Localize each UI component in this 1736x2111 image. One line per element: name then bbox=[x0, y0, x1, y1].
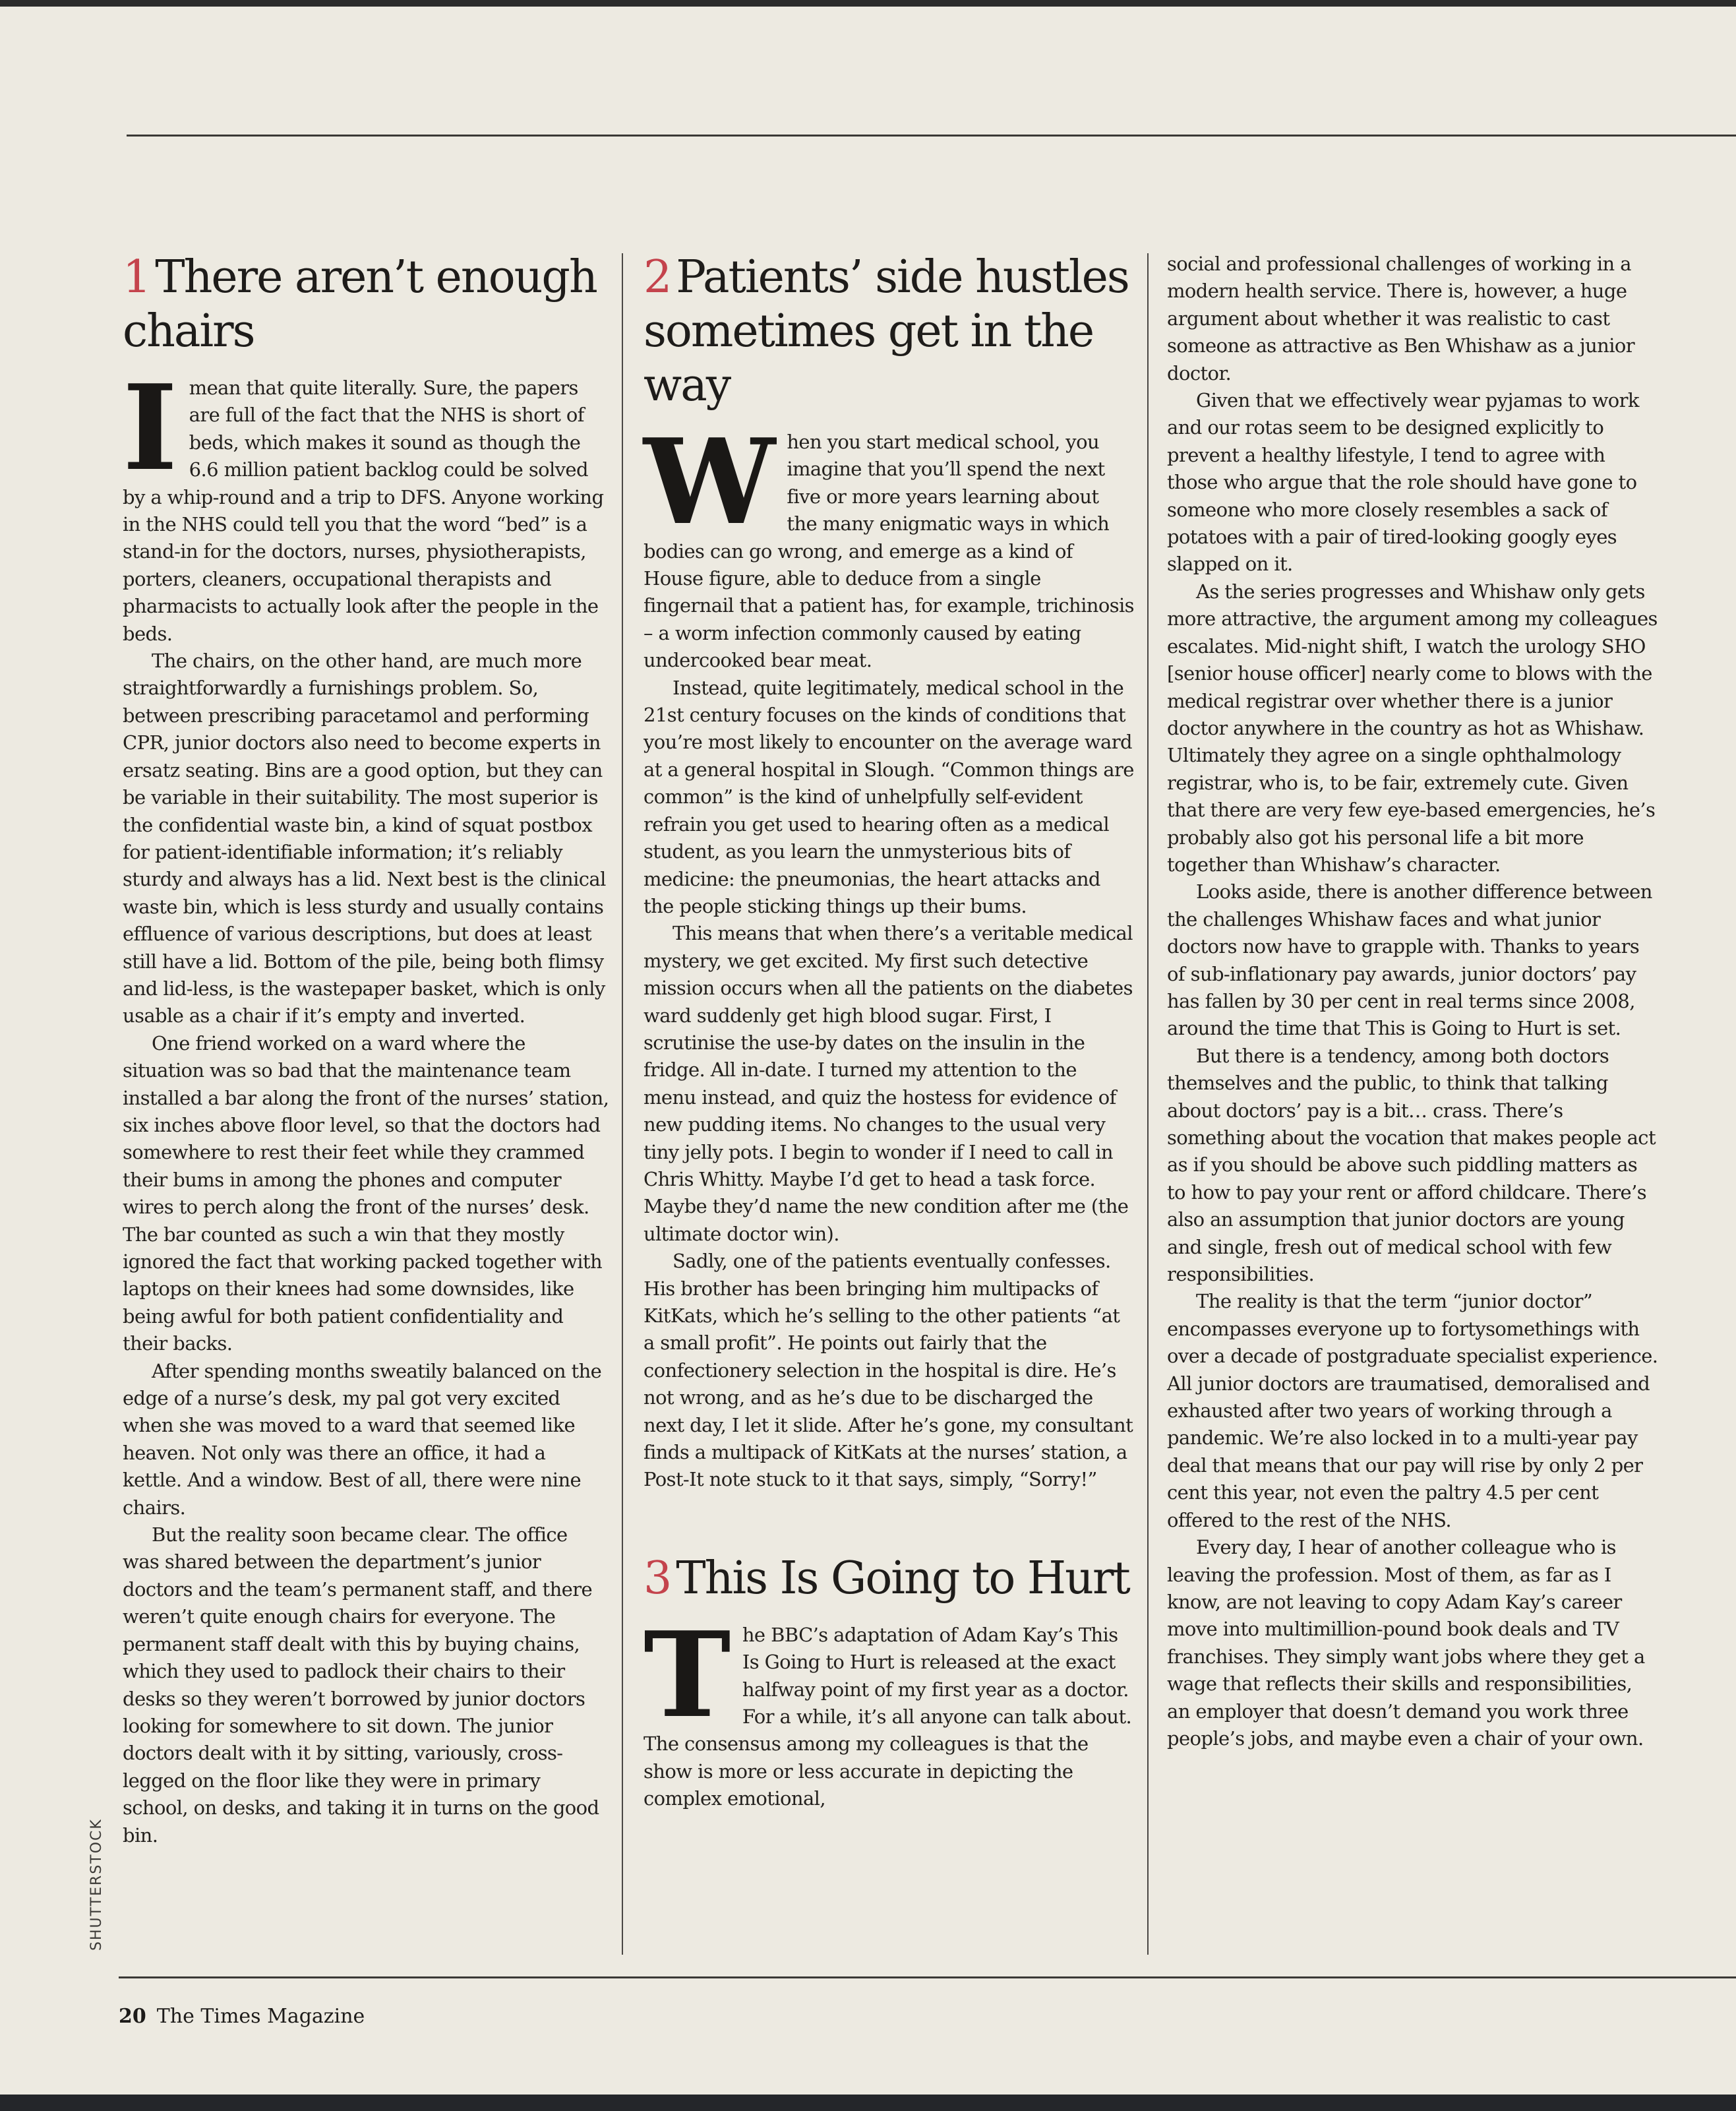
paragraph: Imean that quite literally. Sure, the papers are full of the fact that the NHS is short of beds, which makes it sound as though the 6.6 million patient backlog could be solved by a whip-round and a trip to DFS. Anyone working in the NHS could tell you that the word “bed” is a stand-in for the doctors, nurses, physiotherapists, porters, cleaners, occupational therapists and pharmacists to actually look after the people in the beds. bbox=[123, 359, 604, 645]
section-number: 1 bbox=[123, 251, 150, 303]
paragraph: After spending months sweatily balanced on the edge of a nurse’s desk, my pal got very excited when she was moved to a ward that seemed like heaven. Not only was there an office, it had a kettle. And a window. Best of all, there were nine chairs. bbox=[123, 1359, 602, 1519]
publication-name: The Times Magazine bbox=[156, 2005, 365, 2028]
drop-cap: T bbox=[644, 1605, 731, 1744]
column-1 bbox=[123, 251, 609, 1849]
page-footer bbox=[119, 2005, 365, 2028]
photo-credit: SHUTTERSTOCK bbox=[88, 1818, 105, 1951]
top-rule bbox=[127, 135, 1736, 137]
page-number: 20 bbox=[119, 2005, 146, 2028]
section-number: 3 bbox=[644, 1552, 671, 1605]
paragraph: Instead, quite legitimately, medical school in the 21st century focuses on the kinds of conditions that you’re most likely to encounter on the average ward at a general hospital in Slough. “Common things are common” is the kind of unhelpfully self-evident refrain you get used to hearing often as a medical student, as you learn the unmysterious bits of medicine: the pneumonias, the heart attacks and the people sticking things up their bums. bbox=[644, 676, 1134, 917]
bottom-rule bbox=[119, 1976, 1736, 1978]
drop-cap: I bbox=[123, 359, 177, 497]
scan-top-edge bbox=[0, 0, 1736, 7]
section-3-heading bbox=[644, 1552, 1134, 1606]
section-title: Patients’ side hustles sometimes get in the way bbox=[644, 251, 1129, 412]
scan-bottom-edge bbox=[0, 2095, 1736, 2111]
paragraph: social and professional challenges of working in a modern health service. There is, however, a huge argument about whether it was realistic to cast someone as attractive as Ben Whishaw as a junior doctor. bbox=[1167, 253, 1635, 384]
paragraph: When you start medical school, you imagine that you’ll spend the next five or more years learning about the many enigmatic ways in which bodies can go wrong, and emerge as a kind of House figure, able to deduce from a single fingernail that a patient has, for example, trichinosis – a worm infection commonly caused by eating undercooked bear meat. bbox=[644, 413, 1134, 672]
paragraph: As the series progresses and Whishaw only gets more attractive, the argument among my colleagues escalates. Mid-night shift, I watch the urology SHO [senior house officer] nearly come to blows with the medical registrar over whether there is a junior doctor anywhere in the country as hot as Whishaw. Ultimately they agree on a single ophthalmology registrar, who is, to be fair, extremely cute. Given that there are very few eye-based emergencies, he’s probably also got his personal life a bit more together than Whishaw’s character. bbox=[1167, 580, 1658, 876]
section-title: There aren’t enough chairs bbox=[123, 251, 597, 357]
paragraph: One friend worked on a ward where the situation was so bad that the maintenance team installed a bar along the front of the nurses’ station, six inches above floor level, so that the doctors had somewhere to rest their feet while they crammed their bums in among the phones and computer wires to perch along the front of the nurses’ desk. The bar counted as such a win that they mostly ignored the fact that working packed together with laptops on their knees had some downsides, like being awful for both patient confidentiality and their backs. bbox=[123, 1031, 609, 1355]
paragraph: The chairs, on the other hand, are much more straightforwardly a furnishings problem. So, between prescribing paracetamol and performing CPR, junior doctors also need to become experts in ersatz seating. Bins are a good option, but they can be variable in their suitability. The most superior is the confidential waste bin, a kind of squat postbox for patient-identifiable information; it’s reliably sturdy and always has a lid. Next best is the clinical waste bin, which is less sturdy and usually contains effluence of various descriptions, but does at least still have a lid. Bottom of the pile, being both flimsy and lid-less, is the wastepaper basket, which is only usable as a chair if it’s empty and inverted. bbox=[123, 650, 606, 1027]
drop-cap: W bbox=[644, 413, 775, 551]
section-1-heading bbox=[123, 251, 609, 359]
paragraph: But the reality soon became clear. The office was shared between the department’s junior doctors and the team’s permanent staff, and there weren’t quite enough chairs for everyone. The permanent staff dealt with this by buying chains, which they used to padlock their chairs to their desks so they weren’t borrowed by junior doctors looking for somewhere to sit down. The junior doctors dealt with it by sitting, variously, cross-legged on the floor like they were in primary school, on desks, and taking it in turns on the good bin. bbox=[123, 1523, 599, 1847]
column-divider bbox=[1147, 253, 1149, 1955]
paragraph: The reality is that the term “junior doctor” encompasses everyone up to fortysomethings with over a decade of postgraduate specialist experience. All junior doctors are traumatised, demoralised and exhausted after two years of working through a pandemic. We’re also locked in to a multi-year pay deal that means that our pay will rise by only 2 per cent this year, not even the paltry 4.5 per cent offered to the rest of the NHS. bbox=[1167, 1290, 1658, 1531]
section-title: This Is Going to Hurt bbox=[676, 1552, 1129, 1605]
column-3 bbox=[1167, 251, 1658, 1752]
paragraph: Given that we effectively wear pyjamas to work and our rotas seem to be designed explicitly to prevent a healthy lifestyle, I tend to agree with those who argue that the role should have gone to someone who more closely resembles a sack of potatoes with a pair of tired-looking googly eyes slapped on it. bbox=[1167, 389, 1639, 576]
section-number: 2 bbox=[644, 251, 671, 303]
paragraph: But there is a tendency, among both doctors themselves and the public, to think that talking about doctors’ pay is a bit… crass. There’s something about the vocation that makes people act as if you should be above such piddling matters as to how to pay your rent or afford childcare. There’s also an assumption that junior doctors are young and single, fresh out of medical school with few responsibilities. bbox=[1167, 1044, 1656, 1286]
paragraph: The BBC’s adaptation of Adam Kay’s This Is Going to Hurt is released at the exact halfway point of my first year as a doctor. For a while, it’s all anyone can talk about. The consensus among my colleagues is that the show is more or less accurate in depicting the complex emotional, bbox=[644, 1605, 1132, 1810]
paragraph: This means that when there’s a veritable medical mystery, we get excited. My first such detective mission occurs when all the patients on the diabetes ward suddenly get high blood sugar. First, I scrutinise the use-by dates on the insulin in the fridge. All in-date. I turned my attention to the menu instead, and quiz the hostess for evidence of new pudding items. No changes to the usual very tiny jelly pots. I begin to wonder if I need to call in Chris Whitty. Maybe I’d get to head a task force. Maybe they’d name the new condition after me (the ultimate doctor win). bbox=[644, 922, 1133, 1245]
paragraph: Every day, I hear of another colleague who is leaving the profession. Most of them, as far as I know, are not leaving to copy Adam Kay’s career move into multimillion-pound book deals and TV franchises. They simply want jobs where they get a wage that reflects their skills and responsibilities, an employer that doesn’t demand you work three people’s jobs, and maybe even a chair of your own. bbox=[1167, 1536, 1645, 1750]
column-2 bbox=[644, 251, 1134, 1813]
paragraph: Sadly, one of the patients eventually confesses. His brother has been bringing him multipacks of KitKats, which he’s selling to the other patients “at a small profit”. He points out fairly that the confectionery selection in the hospital is dire. He’s not wrong, and as he’s due to be discharged the next day, I let it slide. After he’s gone, my consultant finds a multipack of KitKats at the nurses’ station, a Post-It note stuck to it that says, simply, “Sorry!” bbox=[644, 1250, 1133, 1491]
paragraph: Looks aside, there is another difference between the challenges Whishaw faces and what junior doctors now have to grapple with. Thanks to years of sub-inflationary pay awards, junior doctors’ pay has fallen by 30 per cent in real terms since 2008, around the time that This is Going to Hurt is set. bbox=[1167, 880, 1652, 1040]
section-2-heading bbox=[644, 251, 1134, 413]
column-divider bbox=[622, 253, 623, 1955]
